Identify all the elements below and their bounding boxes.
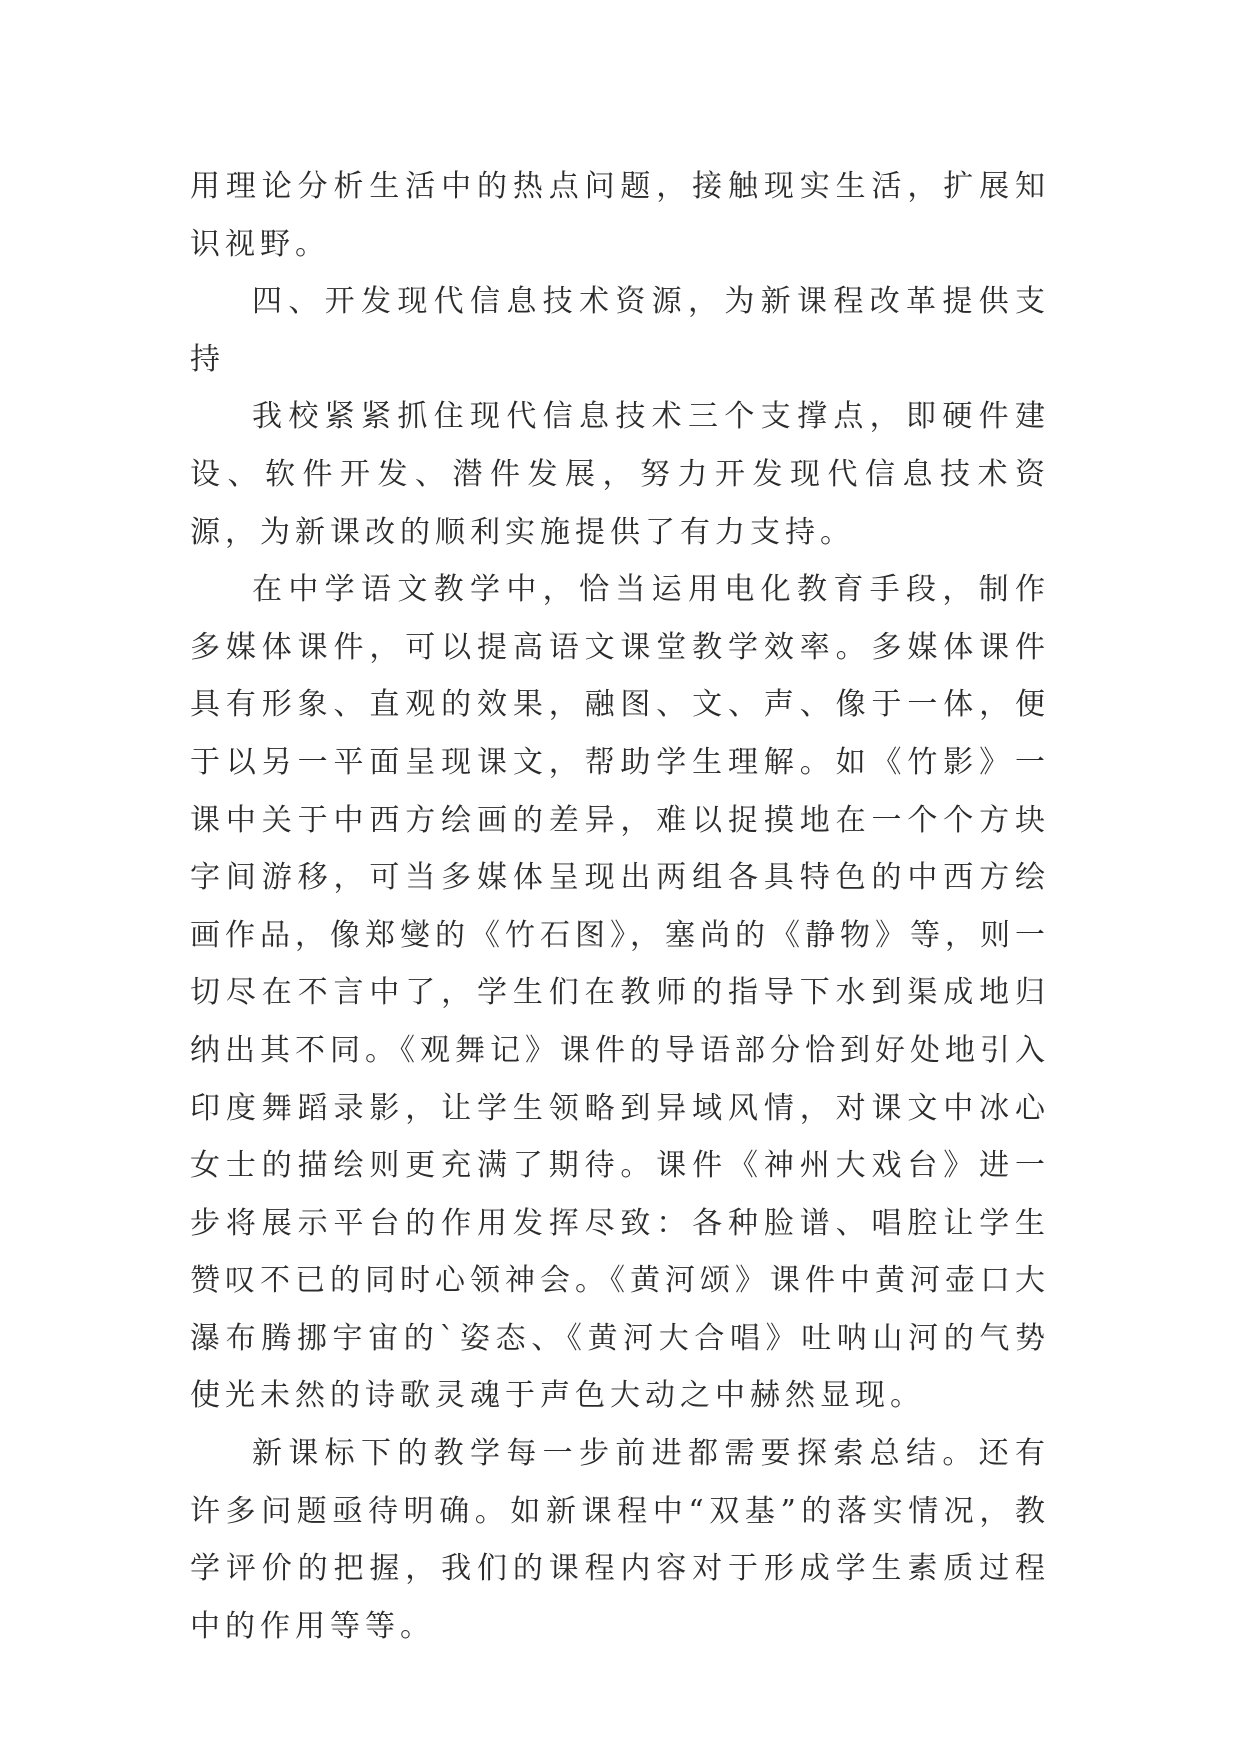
document-body (190, 158, 1050, 1655)
paragraph-multimedia: 在中学语文教学中，恰当运用电化教育手段，制作多媒体课件，可以提高语文课堂教学效率。多媒体课件具有形象、直观的效果，融图、文、声、像于一体，便于以另一平面呈现课文，帮助学生理解。如《竹影》一课中关于中西方绘画的差异，难以捉摸地在一个个方块字间游移，可当多媒体呈现出两组各具特色的中西方绘画作品，像郑燮的《竹石图》，塞尚的《静物》等，则一切尽在不言中了，学生们在教师的指导下水到渠成地归纳出其不同。《观舞记》课件的导语部分恰到好处地引入印度舞蹈录影，让学生领略到异域风情，对课文中冰心女士的描绘则更充满了期待。课件《神州大戏台》进一步将展示平台的作用发挥尽致：各种脸谱、唱腔让学生赞叹不已的同时心领神会。《黄河颂》课件中黄河壶口大瀑布腾挪宇宙的`姿态、《黄河大合唱》吐呐山河的气势使光未然的诗歌灵魂于声色大动之中赫然显现。 (190, 572, 1050, 1414)
section-heading: 四、开发现代信息技术资源，为新课程改革提供支持 (190, 284, 1050, 377)
paragraph-continuation: 用理论分析生活中的热点问题，接触现实生活，扩展知识视野。 (190, 169, 1050, 262)
paragraph-info-tech: 我校紧紧抓住现代信息技术三个支撑点，即硬件建设、软件开发、潜件发展，努力开发现代信息技术资源，为新课改的顺利实施提供了有力支持。 (190, 399, 1050, 550)
paragraph-conclusion: 新课标下的教学每一步前进都需要探索总结。还有许多问题亟待明确。如新课程中“双基”的落实情况，教学评价的把握，我们的课程内容对于形成学生素质过程中的作用等等。 (190, 1436, 1050, 1644)
